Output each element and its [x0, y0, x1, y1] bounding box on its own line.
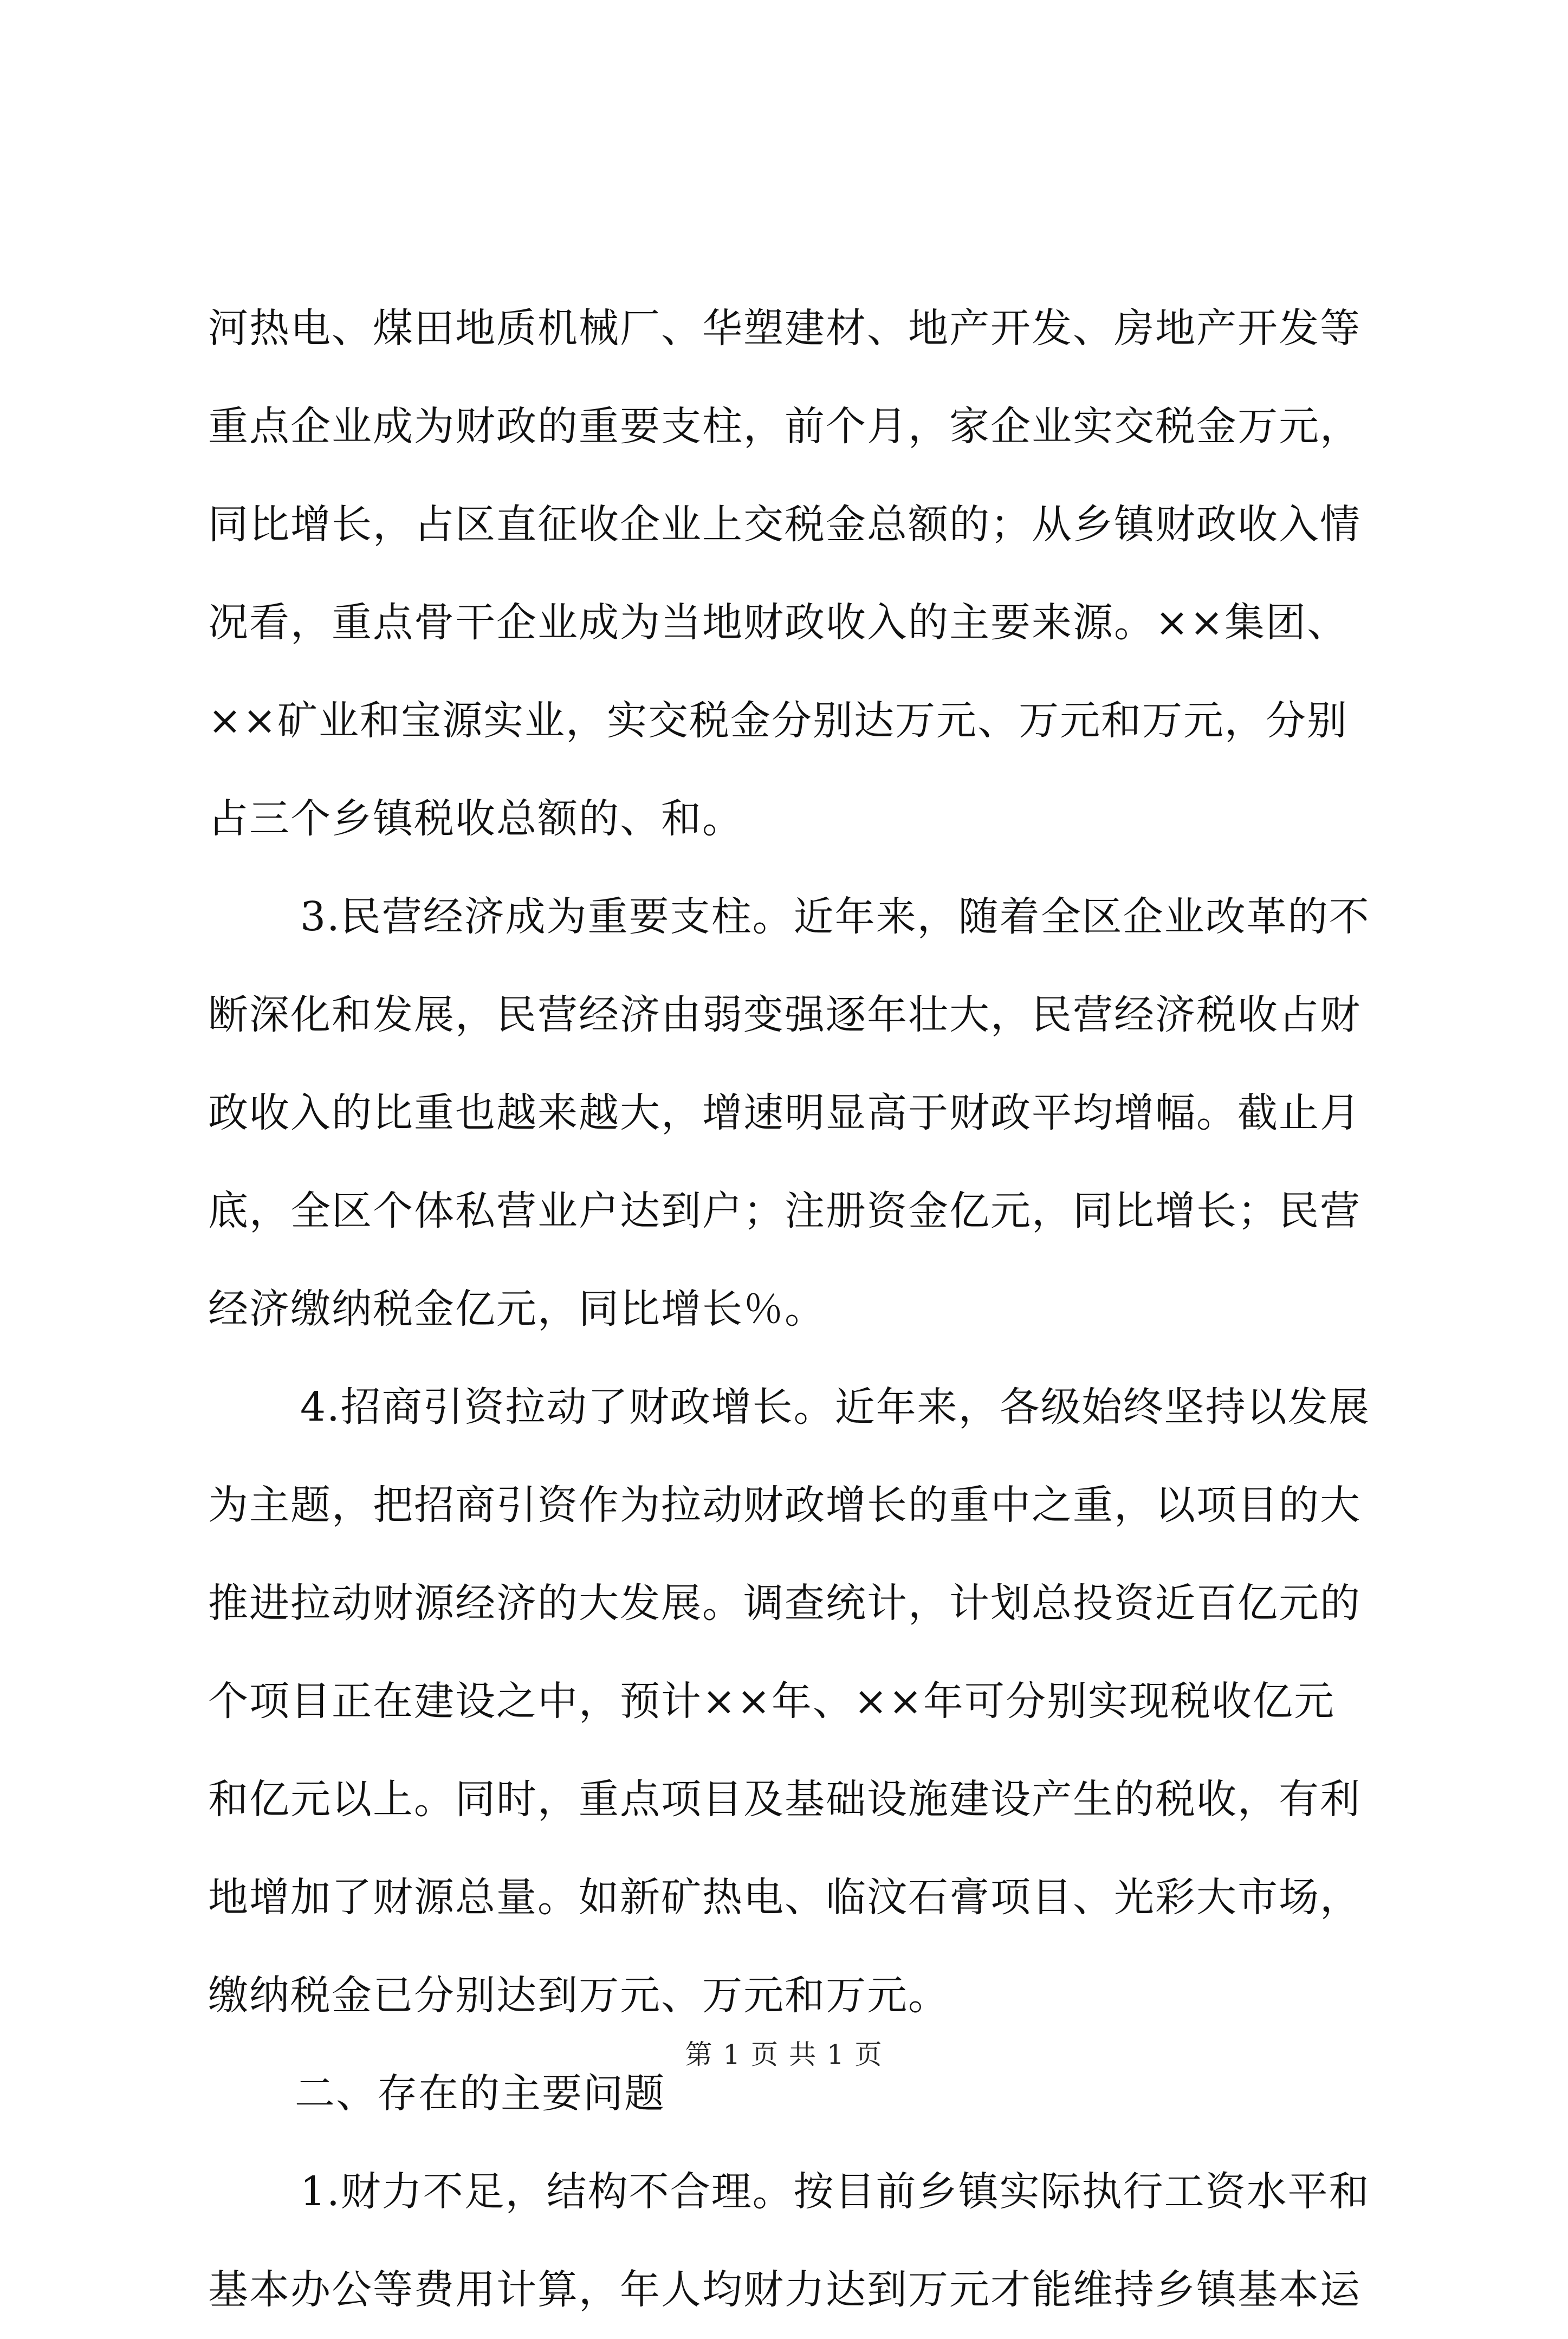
text-line: 底，全区个体私营业户达到户；注册资金亿元，同比增长；民营 [208, 1188, 1361, 1234]
text-line: 和亿元以上。同时，重点项目及基础设施建设产生的税收，有利 [208, 1776, 1361, 1823]
text-line: 重点企业成为财政的重要支柱，前个月，家企业实交税金万元， [208, 403, 1361, 450]
page-footer: 第 1 页 共 1 页 [685, 2039, 883, 2070]
text-line: 占三个乡镇税收总额的、和。 [208, 795, 743, 842]
text-line: 经济缴纳税金亿元，同比增长％。 [208, 1286, 826, 1332]
text-line: 河热电、煤田地质机械厂、华塑建材、地产开发、房地产开发等 [208, 305, 1361, 352]
text-line: 为主题，把招商引资作为拉动财政增长的重中之重，以项目的大 [208, 1482, 1361, 1528]
text-line: 推进拉动财源经济的大发展。调查统计，计划总投资近百亿元的 [208, 1580, 1361, 1627]
text-line: 个项目正在建设之中，预计××年、××年可分别实现税收亿元 [208, 1678, 1336, 1725]
paragraph-start-line: 1.财力不足，结构不合理。按目前乡镇实际执行工资水平和 [300, 2168, 1370, 2215]
text-line: 断深化和发展，民营经济由弱变强逐年壮大，民营经济税收占财 [208, 992, 1361, 1038]
text-line: ××矿业和宝源实业，实交税金分别达万元、万元和万元，分别 [208, 697, 1349, 744]
text-line: 政收入的比重也越来越大，增速明显高于财政平均增幅。截止月 [208, 1090, 1361, 1136]
paragraph-start-line: 4.招商引资拉动了财政增长。近年来，各级始终坚持以发展 [300, 1384, 1370, 1430]
text-line: 地增加了财源总量。如新矿热电、临汶石膏项目、光彩大市场， [208, 1874, 1361, 1921]
paragraph-start-line: 3.民营经济成为重要支柱。近年来，随着全区企业改革的不 [300, 893, 1370, 940]
text-line: 同比增长，占区直征收企业上交税金总额的；从乡镇财政收入情 [208, 501, 1361, 548]
section-heading: 二、存在的主要问题 [295, 2070, 665, 2117]
text-line: 况看，重点骨干企业成为当地财政收入的主要来源。××集团、 [208, 599, 1349, 646]
text-line: 缴纳税金已分别达到万元、万元和万元。 [208, 1972, 949, 2019]
text-line: 基本办公等费用计算，年人均财力达到万元才能维持乡镇基本运 [208, 2266, 1361, 2313]
document-body [208, 280, 1370, 2339]
